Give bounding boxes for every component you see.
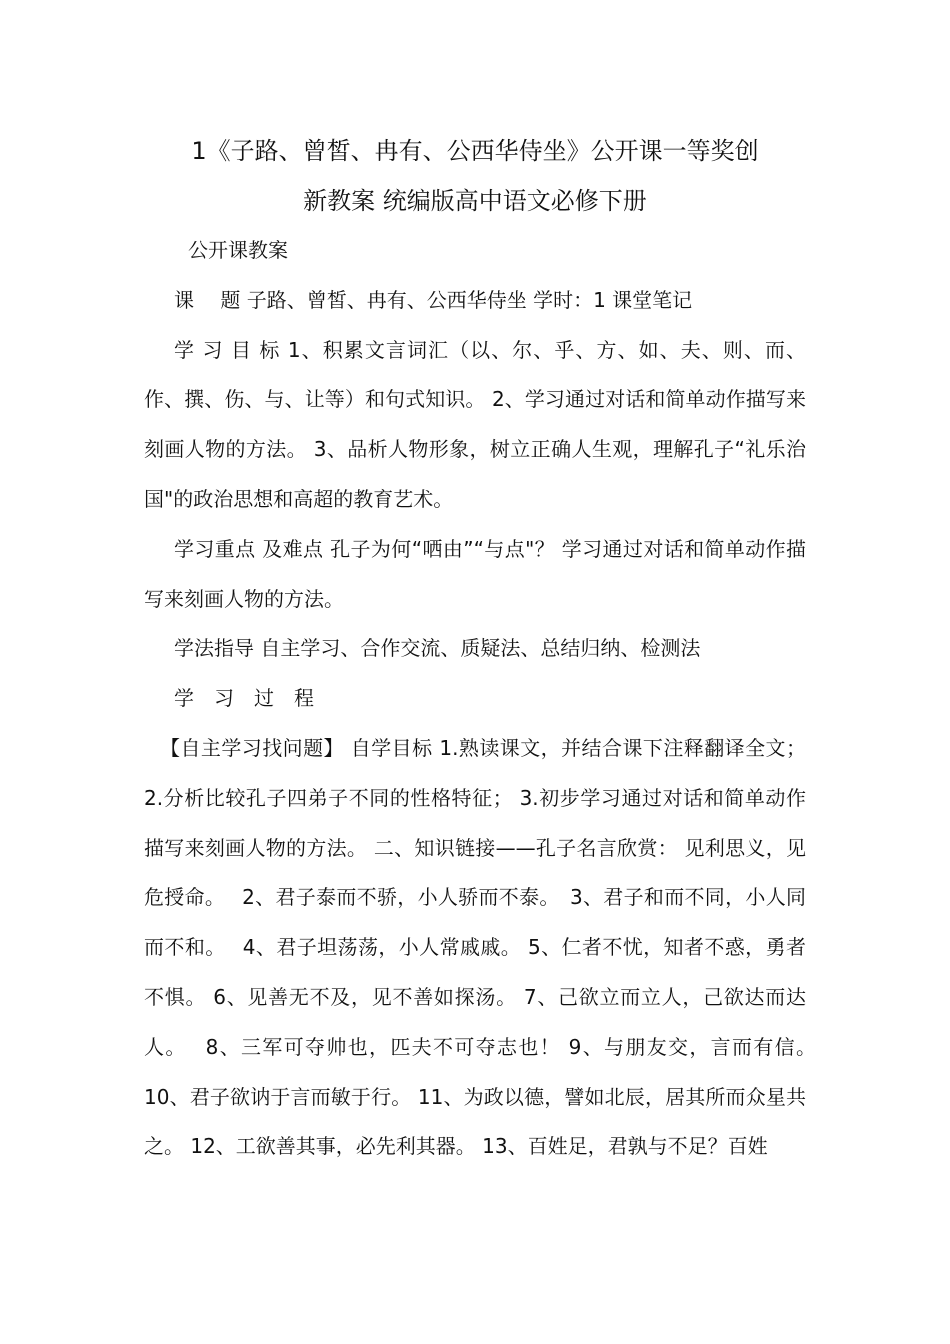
course-line: 课 题 子路、曾皙、冉有、公西华侍坐 学时：1 课堂笔记	[174, 287, 693, 312]
title-line-1: 1《子路、曾皙、冉有、公西华侍坐》公开课一等奖创	[191, 137, 759, 165]
process-heading: 学 习 过 程	[174, 686, 314, 711]
self-study-paragraph: 【自主学习找问题】 自学目标 1.熟读课文，并结合课下注释翻译全文； 2.分析比较孔子四弟子不同的性格特征； 3.初步学习通过对话和简单动作描写来刻画人物的方法。 二、知识链接——孔子名言欣赏： 见利思义，见危授命。 2、君子泰而不骄，小人骄而不泰。 3、君子和而不同，小人同而不和。 4、君子坦荡荡，小人常戚戚。 5、仁者不忧，知者不惑，勇者不惧。 6、见善无不及，见不善如探汤。 7、己欲立而立人，己欲达而达人。 8、三军可夺帅也，匹夫不可夺志也！ 9、与朋友交，言而有信。 10、君子欲讷于言而敏于行。 11、为政以德，譬如北辰，居其所而众星共之。 12、工欲善其事，必先利其器。 13、百姓足，君孰与不足？百姓	[144, 735, 846, 1159]
document-title	[140, 126, 810, 226]
objectives-paragraph: 学 习 目 标 1、积累文言词汇（以、尔、乎、方、如、夫、则、而、作、撰、伤、与、让等）和句式知识。 2、学习通过对话和简单动作描写来刻画人物的方法。 3、品析人物形象，树立正确人生观，理解孔子“礼乐治国"的政治思想和高超的教育艺术。	[144, 337, 806, 511]
key-points-paragraph: 学习重点 及难点 孔子为何“哂由”“与点"？ 学习通过对话和简单动作描写来刻画人物的方法。	[144, 536, 806, 611]
document-body	[144, 226, 846, 1172]
subtitle: 公开课教案	[188, 238, 288, 262]
method-paragraph: 学法指导 自主学习、合作交流、质疑法、总结归纳、检测法	[174, 636, 701, 661]
title-line-2: 新教案 统编版高中语文必修下册	[303, 187, 647, 215]
